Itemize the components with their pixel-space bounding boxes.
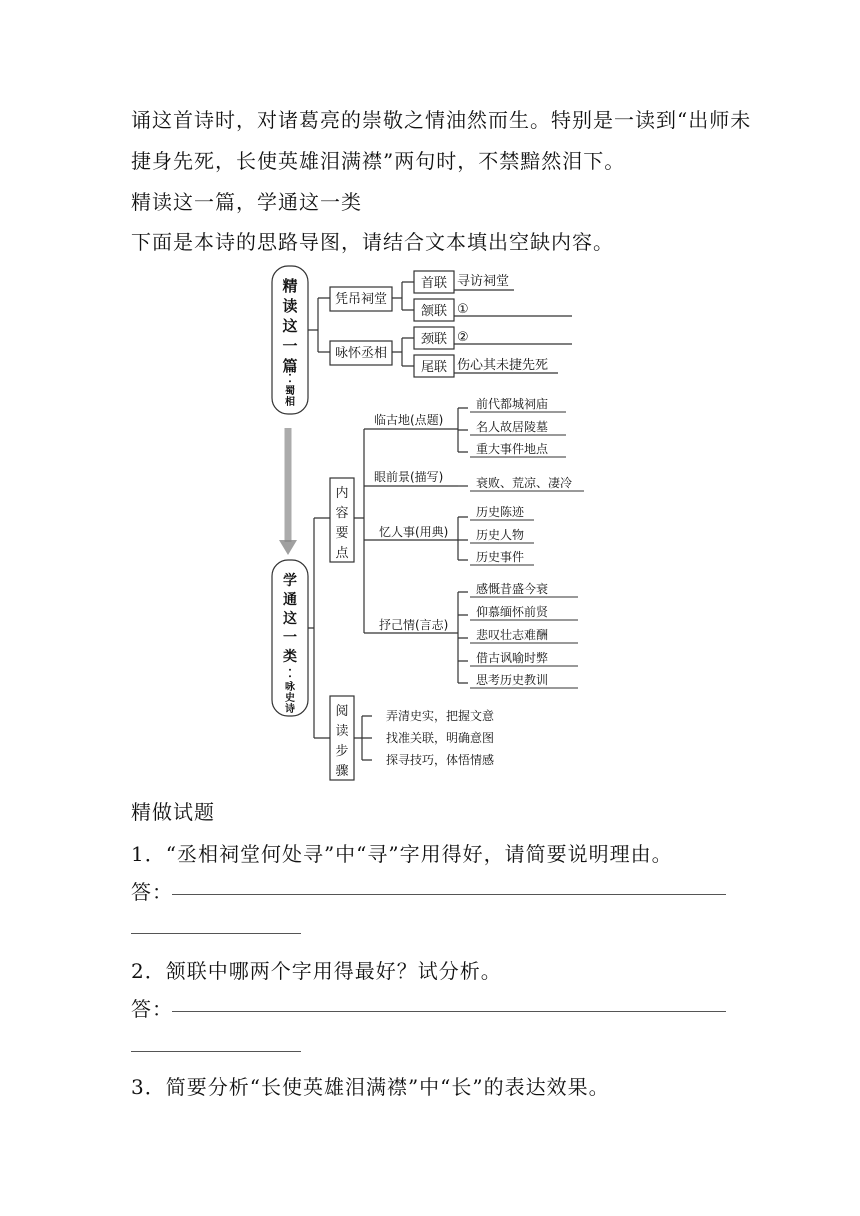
reading-box-label: 读 [335, 724, 349, 739]
paragraph-line-2: 捷身先死，长使英雄泪满襟”两句时，不禁黯然泪下。 [131, 149, 626, 173]
top-branch-tag: 尾联 [420, 360, 448, 375]
bottom-root-subject: 诗 [285, 704, 295, 715]
reading-box-label: 阅 [335, 704, 349, 719]
content-box-label: 点 [335, 546, 349, 561]
top-root-subject: 蜀 [285, 386, 295, 397]
answer-blank-2-cont[interactable] [131, 1051, 301, 1052]
reading-step: 弄清史实，把握文意 [386, 709, 495, 723]
content-group-item: 名人故居陵墓 [476, 420, 549, 434]
instruction-text: 下面是本诗的思路导图，请结合文本填出空缺内容。 [131, 230, 614, 254]
bottom-root-label: 类 [283, 649, 297, 665]
bottom-root-label: 一 [283, 630, 297, 646]
content-box-label: 容 [335, 506, 349, 521]
top-branch-text: 寻访祠堂 [457, 274, 510, 289]
reading-step: 找准关联，明确意图 [386, 731, 495, 745]
bottom-root-label: 学 [283, 573, 297, 589]
top-root-label: 这 [282, 317, 298, 335]
content-group-item: 历史陈迹 [476, 505, 525, 519]
top-branch-label: 凭吊祠堂 [334, 292, 388, 307]
content-group-item: 仰慕缅怀前贤 [476, 605, 549, 619]
content-group-item: 历史人物 [476, 528, 525, 542]
answer-blank-2[interactable] [172, 1011, 726, 1012]
content-group-item: 借古讽喻时弊 [476, 651, 549, 665]
reading-step: 探寻技巧，体悟情感 [386, 753, 495, 767]
top-root-label: 精 [282, 277, 298, 295]
content-group-item: 悲叹壮志难酬 [476, 628, 549, 642]
bottom-root-subject: 咏 [285, 682, 295, 693]
question-3: 3．简要分析“长使英雄泪满襟”中“长”的表达效果。 [131, 1075, 610, 1099]
content-group-label: 眼前景(描写) [374, 470, 444, 484]
answer-label-1: 答： [131, 880, 173, 904]
question-1: 1．“丞相祠堂何处寻”中“寻”字用得好，请简要说明理由。 [131, 842, 673, 866]
exercise-heading: 精做试题 [131, 800, 215, 824]
content-box-label: 要 [335, 526, 349, 541]
bottom-root-label: 这 [283, 611, 297, 627]
content-group-item: 思考历史教训 [476, 673, 549, 687]
answer-label-2: 答： [131, 997, 173, 1021]
question-2: 2．颔联中哪两个字用得最好？试分析。 [131, 959, 502, 983]
top-branch-text: 伤心其未捷先死 [457, 358, 549, 373]
reading-box-label: 步 [335, 744, 349, 759]
content-group-label: 忆人事(用典) [379, 525, 449, 539]
top-root-subject: 相 [285, 397, 295, 408]
top-root-label: 一 [282, 337, 298, 355]
content-box-label: 内 [335, 486, 349, 501]
top-root-label: 篇 [282, 357, 298, 375]
content-group-item: 感慨昔盛今衰 [476, 582, 549, 596]
paragraph-line-1: 诵这首诗时，对诸葛亮的崇敬之情油然而生。特别是一读到“出师未 [131, 108, 752, 132]
content-group-item: 衰败、荒凉、凄冷 [476, 476, 573, 490]
top-branch-tag: 颔联 [420, 304, 448, 319]
top-root-label: 读 [282, 297, 298, 315]
bottom-root-subject: 史 [285, 693, 295, 704]
content-group-item: 历史事件 [476, 550, 525, 564]
answer-blank-1[interactable] [172, 894, 726, 895]
section-heading: 精读这一篇，学通这一类 [131, 190, 362, 214]
top-branch-text: ① [457, 302, 469, 317]
top-branch-tag: 首联 [420, 276, 448, 291]
content-group-label: 抒己情(言志) [379, 618, 449, 632]
bottom-root-colon: ︰ [283, 667, 297, 682]
top-branch-label: 咏怀丞相 [334, 346, 388, 361]
answer-blank-1-cont[interactable] [131, 933, 301, 934]
top-branch-text: ② [457, 330, 469, 345]
content-group-item: 重大事件地点 [476, 442, 549, 456]
content-group-item: 前代都城祠庙 [476, 397, 549, 411]
reading-box-label: 骤 [335, 764, 349, 779]
bottom-root-label: 通 [283, 592, 297, 608]
top-root-colon: ︰ [283, 372, 297, 387]
content-group-label: 临古地(点题) [374, 413, 444, 427]
top-branch-tag: 颈联 [420, 332, 448, 347]
